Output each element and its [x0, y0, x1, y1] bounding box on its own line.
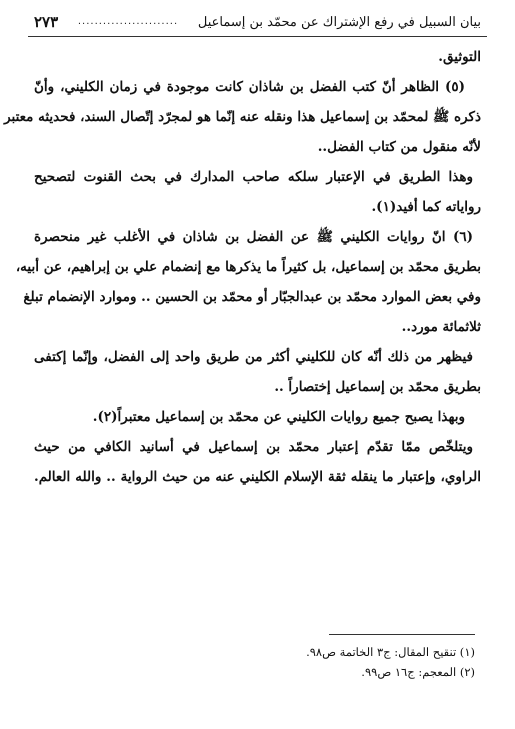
text-line: وهذا الطريق في الإعتبار سلكه صاحب المدارك في بحث القنوت لتصحيح	[34, 169, 473, 185]
text-line: وبهذا يصبح جميع روايات الكليني عن محمّد بن إسماعيل معتبراً(٢).	[92, 409, 465, 425]
footnotes	[135, 642, 475, 682]
text-line: بطريق محمّد بن إسماعيل، بل كثيراً ما يذكرها مع إنضمام علي بن إبراهيم، عن أبيه،	[15, 259, 481, 275]
text-line: التوثيق.	[438, 49, 481, 65]
text-line: الراوي، وإعتبار ما ينقله ثقة الإسلام الكليني عنه من حيث الرواية .. والله العالم.	[34, 469, 481, 485]
text-line: ثلاثمائة مورد..	[401, 319, 481, 335]
text-line: بطريق محمّد بن إسماعيل إختصاراً ..	[274, 379, 481, 395]
text-line: رواياته كما أفيد(١).	[371, 199, 481, 215]
footnote-item: (١) تنقيح المقال: ج٣ الخاتمة ص٩٨.	[306, 645, 475, 659]
header-leader-dots: ........................	[77, 17, 179, 27]
text-line: (٥) الظاهر أنّ كتب الفضل بن شاذان كانت موجودة في زمان الكليني، وأنّ	[34, 79, 465, 95]
text-line: لأنّه منقول من كتاب الفضل..	[317, 139, 481, 155]
header-divider	[28, 36, 487, 37]
footnote-item: (٢) المعجم: ج١٦ ص٩٩.	[361, 665, 475, 679]
header-title: بيان السبيل في رفع الإشتراك عن محمّد بن إسماعيل	[197, 14, 481, 30]
text-line: ويتلخّص ممّا تقدّم إعتبار محمّد بن إسماعيل في أسانيد الكافي من حيث	[34, 439, 473, 455]
running-header	[34, 10, 481, 34]
page-number: ٢٧٣	[34, 12, 59, 31]
footnote-divider	[329, 634, 475, 635]
text-line: (٦) انّ روايات الكليني ﷺ عن الفضل بن شاذان في الأغلب غير منحصرة	[34, 229, 473, 245]
main-text	[4, 42, 481, 492]
text-line: وفي بعض الموارد محمّد بن عبدالجبّار أو محمّد بن الحسين .. وموارد الإنضمام تبلغ	[23, 289, 481, 305]
text-line: ذكره ﷺ لمحمّد بن إسماعيل هذا ونقله عنه إنّما هو لمجرّد إتّصال السند، فحديثه معتبر	[4, 109, 481, 125]
text-line: فيظهر من ذلك أنّه كان للكليني أكثر من طريق واحد إلى الفضل، وإنّما إكتفى	[34, 349, 473, 365]
